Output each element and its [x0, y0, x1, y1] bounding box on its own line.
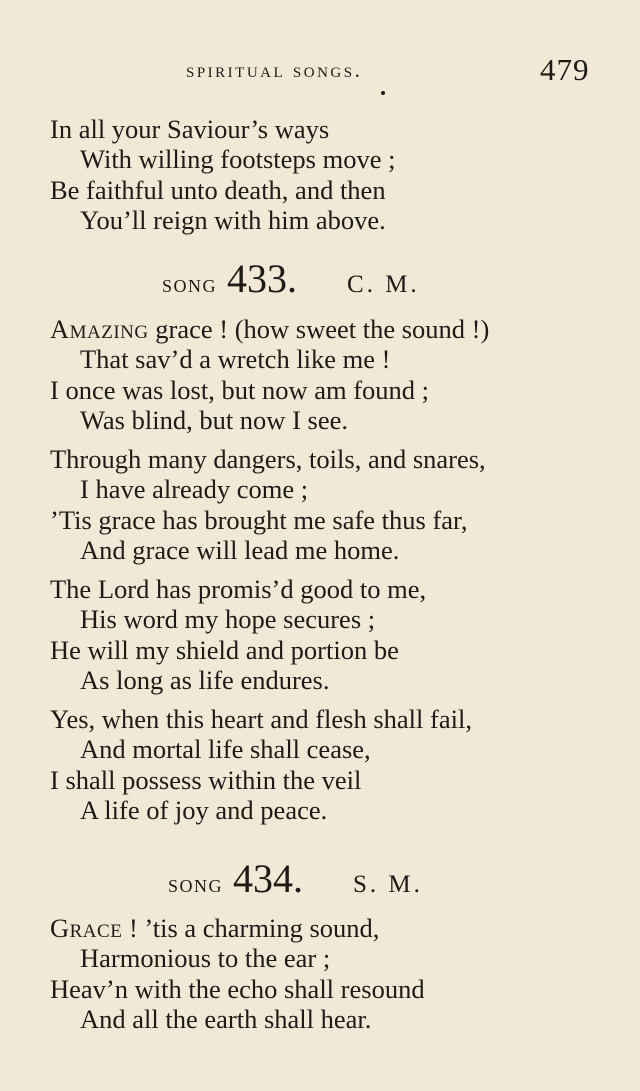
verse-line: And grace will lead me home.	[80, 534, 400, 565]
verse-line: I have already come ;	[80, 474, 309, 505]
verse-line: Be faithful unto death, and then	[50, 174, 386, 205]
song-433-stanza-3	[50, 574, 426, 695]
verse-text: ! ’tis a charming sound,	[122, 913, 380, 943]
song-433-stanza-1	[50, 314, 489, 435]
song-434-heading	[168, 855, 423, 902]
running-head	[0, 52, 640, 92]
song-434-stanza-1	[50, 913, 425, 1034]
verse-line: With willing footsteps move ;	[80, 144, 396, 175]
song-meter: S. M.	[353, 871, 423, 898]
verse-line: A life of joy and peace.	[80, 794, 328, 825]
verse-line: ’Tis grace has brought me safe thus far,	[50, 504, 468, 535]
song-label: song	[162, 271, 218, 298]
verse-line	[50, 913, 425, 943]
song-433-stanza-2	[50, 444, 486, 565]
verse-line: Through many dangers, toils, and snares,	[50, 444, 486, 474]
running-title: spiritual songs.	[186, 58, 363, 82]
opening-word: Amazing	[50, 314, 149, 344]
song-meter: C. M.	[347, 271, 420, 298]
song-433-heading	[162, 255, 420, 302]
song-number: 434.	[233, 856, 304, 901]
verse-line	[50, 314, 489, 344]
continuation-stanza	[50, 114, 395, 235]
verse-line: And all the earth shall hear.	[80, 1003, 372, 1034]
verse-line: Yes, when this heart and flesh shall fail,	[50, 704, 472, 734]
verse-line: As long as life endures.	[80, 664, 330, 695]
verse-line: Heav’n with the echo shall resound	[50, 973, 425, 1004]
song-433-stanza-4	[50, 704, 472, 825]
verse-text: grace ! (how sweet the sound !)	[148, 314, 490, 344]
ink-speck	[381, 91, 385, 95]
verse-line: The Lord has promis’d good to me,	[50, 574, 427, 604]
verse-line: You’ll reign with him above.	[80, 204, 386, 235]
verse-line: Was blind, but now I see.	[80, 404, 348, 435]
song-label: song	[168, 871, 224, 898]
verse-line: His word my hope secures ;	[80, 604, 376, 635]
opening-word: Grace	[50, 913, 123, 943]
verse-line: I shall possess within the veil	[50, 764, 362, 795]
verse-line: He will my shield and portion be	[50, 634, 399, 665]
verse-line: I once was lost, but now am found ;	[50, 374, 430, 405]
verse-line: Harmonious to the ear ;	[80, 943, 331, 974]
verse-line: And mortal life shall cease,	[80, 734, 371, 765]
song-number: 433.	[227, 256, 298, 301]
verse-line: That sav’d a wretch like me !	[80, 344, 391, 375]
verse-line: In all your Saviour’s ways	[50, 114, 330, 144]
page-number: 479	[540, 52, 590, 87]
